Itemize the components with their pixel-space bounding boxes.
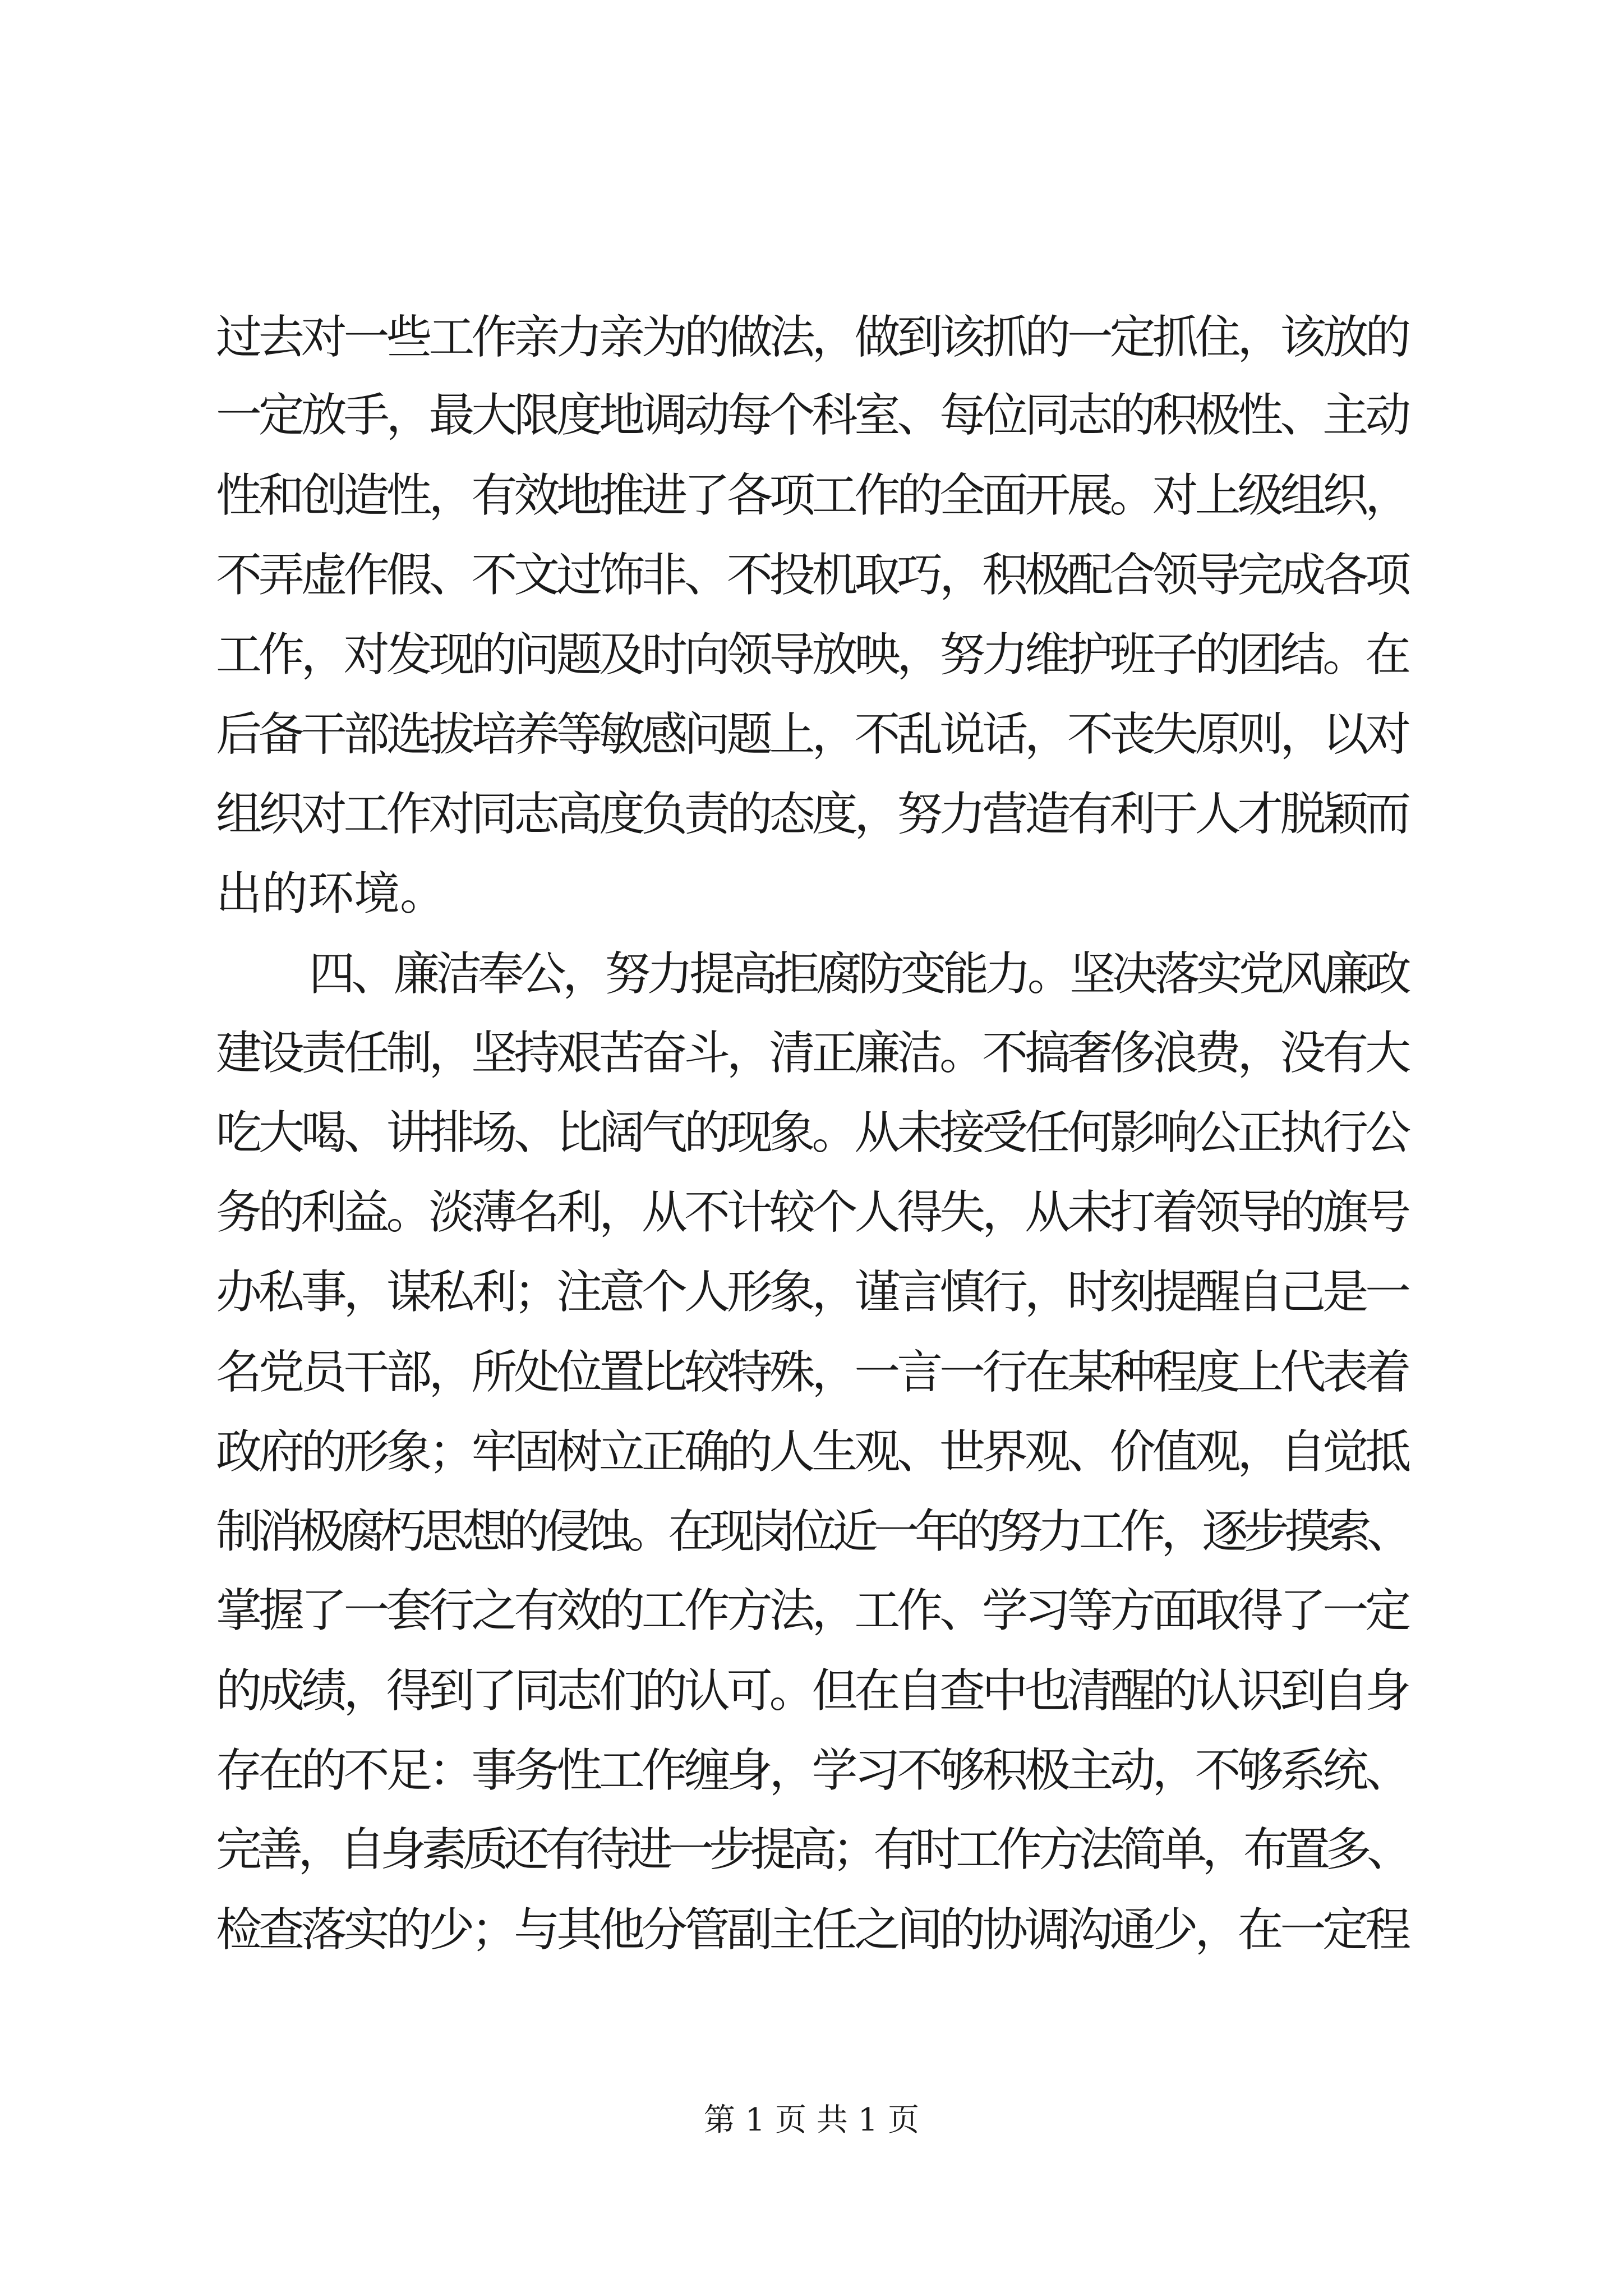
body-line: 组织对工作对同志高度负责的态度，努力营造有利于人才脱颖而 bbox=[216, 788, 1408, 841]
body-line: 一定放手，最大限度地调动每个科室、每位同志的积极性、主动 bbox=[216, 389, 1408, 442]
body-line: 的成绩，得到了同志们的认可。但在自查中也清醒的认识到自身 bbox=[216, 1664, 1408, 1718]
body-line: 完善，自身素质还有待进一步提高；有时工作方法简单，布置多、 bbox=[216, 1823, 1408, 1876]
body-line: 掌握了一套行之有效的工作方法，工作、学习等方面取得了一定 bbox=[216, 1584, 1408, 1637]
body-line: 办私事，谋私利；注意个人形象，谨言慎行，时刻提醒自己是一 bbox=[216, 1266, 1408, 1319]
body-line: 出的环境。 bbox=[216, 867, 446, 921]
page-footer: 第 1 页 共 1 页 bbox=[703, 2102, 920, 2138]
body-line: 制消极腐朽思想的侵蚀。在现岗位近一年的努力工作，逐步摸索、 bbox=[216, 1505, 1408, 1558]
body-line: 过去对一些工作亲力亲为的做法，做到该抓的一定抓住，该放的 bbox=[216, 311, 1408, 364]
body-line: 后备干部选拔培养等敏感问题上，不乱说话，不丧失原则，以对 bbox=[216, 708, 1408, 761]
body-line: 务的利益。淡薄名利，从不计较个人得失，从未打着领导的旗号 bbox=[216, 1186, 1408, 1239]
body-line: 检查落实的少；与其他分管副主任之间的协调沟通少，在一定程 bbox=[216, 1903, 1408, 1957]
paragraph-start-line: 四、廉洁奉公，努力提高拒腐防变能力。坚决落实党风廉政 bbox=[309, 947, 1408, 1001]
body-line: 性和创造性，有效地推进了各项工作的全面开展。对上级组织， bbox=[216, 469, 1408, 522]
body-line: 吃大喝、讲排场、比阔气的现象。从未接受任何影响公正执行公 bbox=[216, 1106, 1408, 1159]
body-line: 政府的形象；牢固树立正确的人生观、世界观、价值观，自觉抵 bbox=[216, 1425, 1408, 1479]
body-line: 工作，对发现的问题及时向领导放映，努力维护班子的团结。在 bbox=[216, 628, 1408, 682]
body-line: 存在的不足：事务性工作缠身，学习不够积极主动，不够系统、 bbox=[216, 1744, 1408, 1797]
body-line: 不弄虚作假、不文过饰非、不投机取巧，积极配合领导完成各项 bbox=[216, 549, 1408, 602]
body-line: 建设责任制，坚持艰苦奋斗，清正廉洁。不搞奢侈浪费，没有大 bbox=[216, 1027, 1408, 1080]
body-line: 名党员干部，所处位置比较特殊，一言一行在某种程度上代表着 bbox=[216, 1346, 1408, 1399]
